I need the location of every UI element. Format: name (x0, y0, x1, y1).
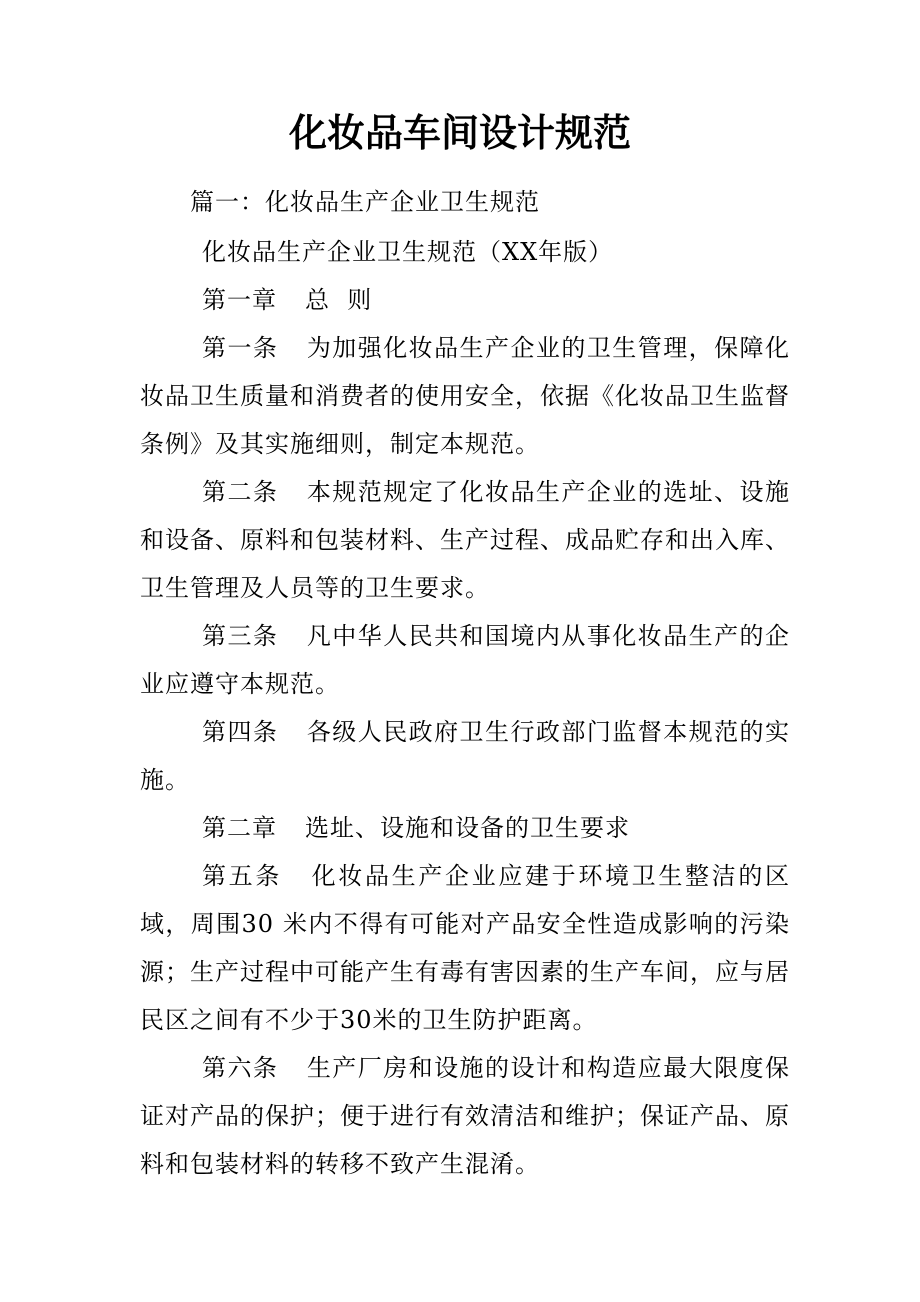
article-paragraph (140, 612, 790, 708)
section-heading: 篇一：化妆品生产企业卫生规范 (190, 188, 540, 216)
paragraph-lead: 化妆品生产企业卫生规范（XX年版） (202, 238, 614, 266)
paragraph-lead: 第二条 (202, 478, 279, 506)
chapter-heading (140, 276, 790, 324)
paragraph-lead: 第一章 (202, 286, 277, 314)
document-title: 化妆品车间设计规范 (288, 111, 631, 155)
paragraph-text: 为加强化妆品生产企业的卫生管理，保障化妆品卫生质量和消费者的使用安全，依据《化妆品卫生监督条例》及其实施细则，制定本规范。 (140, 334, 791, 458)
article-paragraph (140, 1044, 790, 1188)
article-paragraph (140, 324, 790, 468)
paragraph-lead: 第一条 (202, 334, 279, 362)
article-paragraph (140, 468, 790, 612)
chapter-heading (140, 804, 790, 852)
paragraph-lead: 第三条 (202, 622, 279, 650)
paragraph-text: 生产厂房和设施的设计和构造应最大限度保证对产品的保护；便于进行有效清洁和维护；保证产品、原料和包装材料的转移不致产生混淆。 (140, 1054, 791, 1178)
paragraph-text: 选址、设施和设备的卫生要求 (305, 814, 630, 842)
paragraph (140, 228, 790, 276)
paragraph-text: 本规范规定了化妆品生产企业的选址、设施和设备、原料和包装材料、生产过程、成品贮存和出入库、卫生管理及人员等的卫生要求。 (140, 478, 791, 602)
paragraph-lead: 第二章 (202, 814, 277, 842)
paragraph-text: 凡中华人民共和国境内从事化妆品生产的企业应遵守本规范。 (140, 622, 791, 698)
article-paragraph (140, 708, 790, 804)
paragraph-text: 总 则 (305, 286, 373, 314)
paragraph-lead: 第四条 (202, 718, 279, 746)
paragraph-lead: 第六条 (202, 1054, 279, 1082)
paragraph-text: 各级人民政府卫生行政部门监督本规范的实施。 (140, 718, 791, 794)
article-paragraph (140, 852, 790, 1044)
paragraph-text: 化妆品生产企业应建于环境卫生整洁的区域，周围30 米内不得有可能对产品安全性造成影响的污染源；生产过程中可能产生有毒有害因素的生产车间，应与居民区之间有不少于30米的卫生防护距离。 (140, 862, 790, 1034)
document-body (140, 178, 790, 1188)
paragraph-lead: 第五条 (202, 862, 282, 890)
